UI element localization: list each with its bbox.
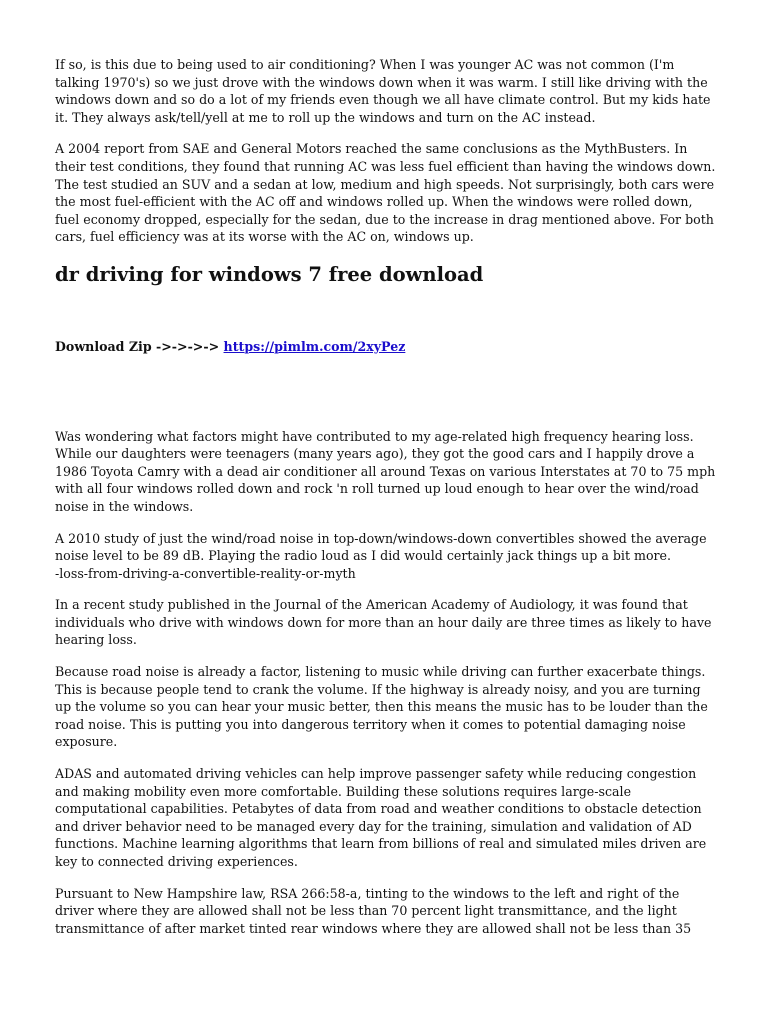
paragraph-ac-habits: If so, is this due to being used to air conditioning? When I was younger AC was not common (I'm talking 1970's) so we just drove with the windows down when it was warm. I still like driving with the windows down and so do a lot of my friends even though we all have climate control. But my kids hate it. They always ask/tell/yell at me to roll up the windows and turn on the AC instead. bbox=[55, 57, 711, 125]
paragraph-url-fragment: -loss-from-driving-a-convertible-reality-or-myth bbox=[55, 565, 356, 581]
paragraph-sae-report: A 2004 report from SAE and General Motors reached the same conclusions as the MythBusters. In their test conditions, they found that running AC was less fuel efficient than having the windows down. The test studied an SUV and a sedan at low, medium and high speeds. Not surprisingly, both cars were the most fuel-efficient with the AC off and windows rolled up. When the windows were rolled down, fuel economy dropped, especially for the sedan, due to the increase in drag mentioned above. For both cars, fuel efficiency was at its worse with the AC on, windows up. bbox=[55, 141, 716, 245]
download-link[interactable]: https://pimlm.com/2xyPez bbox=[223, 338, 406, 354]
paragraph-nh-law: Pursuant to New Hampshire law, RSA 266:58-a, tinting to the windows to the left and right of the driver where they are allowed shall not be less than 70 percent light transmittance, and the light transmittance of after market tinted rear windows where they are allowed shall not be less than 35 bbox=[55, 885, 692, 936]
download-label: Download Zip ->->->-> bbox=[55, 338, 224, 354]
paragraph-convertible-study: A 2010 study of just the wind/road noise in top-down/windows-down convertibles showed the average noise level to be 89 dB. Playing the radio loud as I did would certainly jack things up a bit more. bbox=[55, 530, 707, 564]
paragraph-audiology-study: In a recent study published in the Journal of the American Academy of Audiology, it was found that individuals who drive with windows down for more than an hour daily are three times as likely to have hearing loss. bbox=[55, 597, 712, 648]
paragraph-road-noise: Because road noise is already a factor, listening to music while driving can further exacerbate things. This is because people tend to crank the volume. If the highway is already noisy, and you are turning up the volume so you can hear your music better, then this means the music has to be louder than the road noise. This is putting you into dangerous territory when it comes to potential damaging noise exposure. bbox=[55, 664, 708, 750]
page-heading: dr driving for windows 7 free download bbox=[55, 262, 484, 286]
article-body bbox=[55, 428, 715, 938]
download-line bbox=[55, 338, 715, 356]
paragraph-adas: ADAS and automated driving vehicles can help improve passenger safety while reducing congestion and making mobility even more comfortable. Building these solutions requires large-scale computational capabilities. Petabytes of data from road and weather conditions to obstacle detection and driver behavior need to be managed every day for the training, simulation and validation of AD functions. Machine learning algorithms that learn from billions of real and simulated miles driven are key to connected driving experiences. bbox=[55, 766, 707, 869]
paragraph-hearing-loss: Was wondering what factors might have contributed to my age-related high frequency hearing loss. While our daughters were teenagers (many years ago), they got the good cars and I happily drove a 1986 Toyota Camry with a dead air conditioner all around Texas on various Interstates at 70 to 75 mph with all four windows rolled down and rock 'n roll turned up loud enough to hear over the wind/road noise in the windows. bbox=[55, 428, 716, 514]
